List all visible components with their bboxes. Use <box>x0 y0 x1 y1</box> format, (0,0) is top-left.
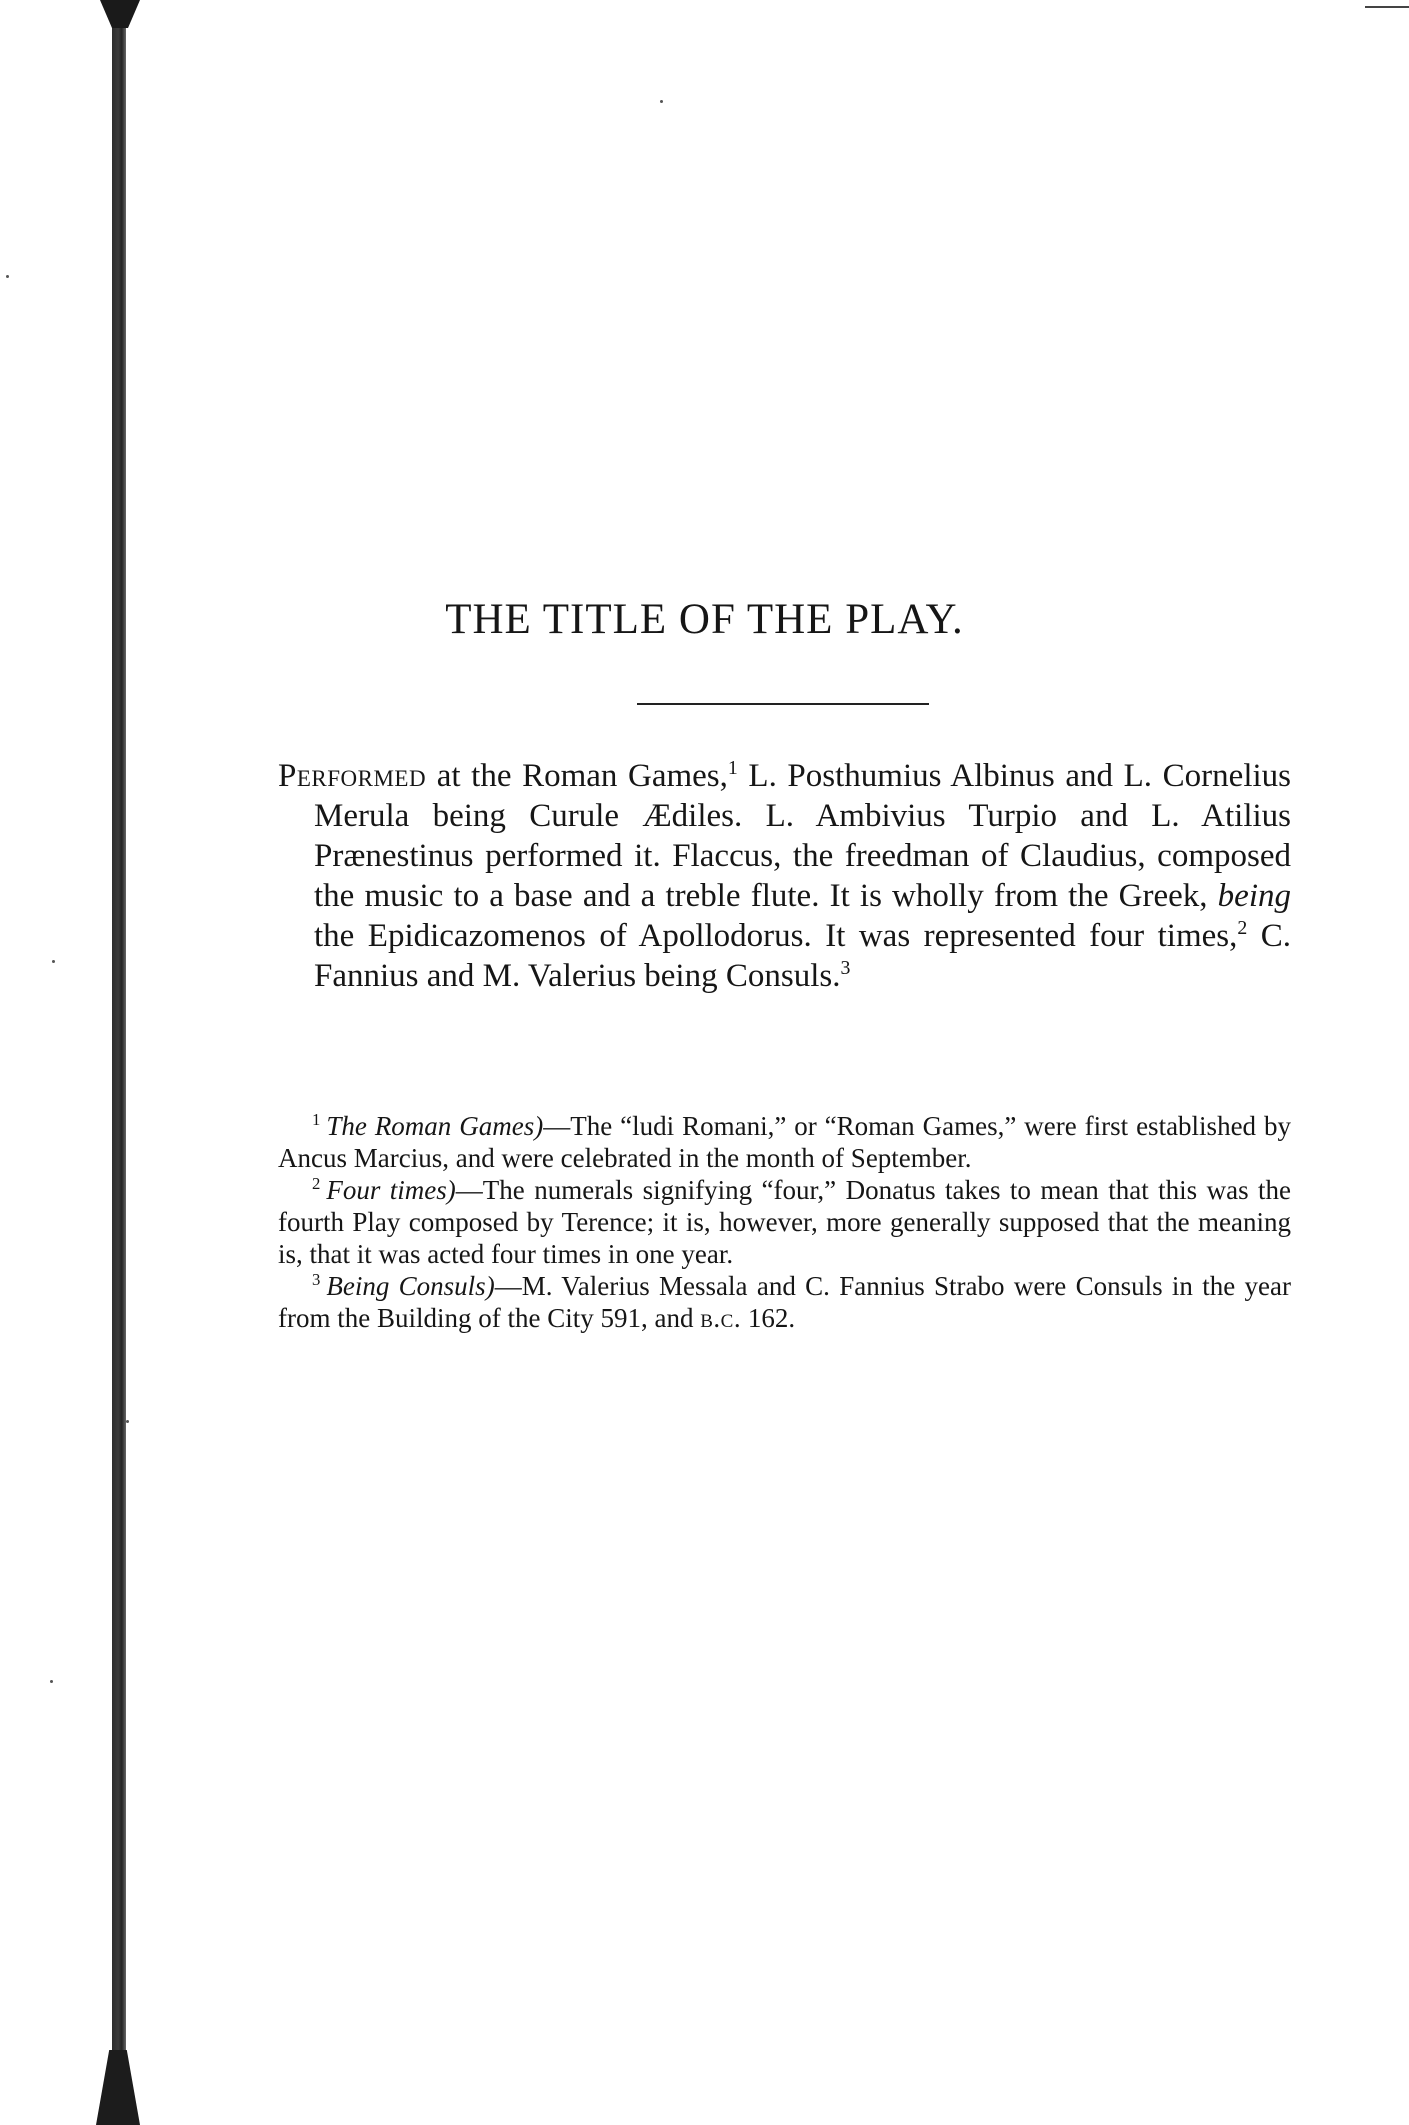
body-italic-word: being <box>1217 878 1291 914</box>
scan-speck <box>6 275 9 278</box>
page-title: THE TITLE OF THE PLAY. <box>445 596 964 643</box>
footnote-lemma: Being Consuls) <box>326 1271 495 1301</box>
title-rule <box>637 703 929 705</box>
footnote-lemma: Four times) <box>326 1175 456 1205</box>
footnote-number: 2 <box>312 1174 321 1193</box>
footnote-text: —The numerals signifying “four,” Donatus takes to mean that this was the fourth Play composed by Terence; it is, however, more generally supposed that the meaning is, that it was acted four times in one year. <box>278 1175 1292 1269</box>
scan-speck <box>660 100 663 103</box>
footnote-text: —The “ludi Romani,” or “Roman Games,” were first established by Ancus Marcius, and were celebrated in the month of September. <box>278 1111 1291 1173</box>
footnote-text: —M. Valerius Messala and C. Fannius Strabo were Consuls in the year from the Building of the City 591, and <box>278 1271 1291 1333</box>
lead-word: Performed <box>278 758 427 794</box>
footnote-2 <box>278 1174 1291 1270</box>
footnote-number: 1 <box>312 1110 321 1129</box>
footnote-tail: 162. <box>741 1303 796 1333</box>
scan-speck <box>126 1420 129 1423</box>
footnote-ref-2: 2 <box>1237 917 1248 939</box>
footnote-ref-1: 1 <box>727 757 738 779</box>
body-text-part-1: at the Roman Games, <box>426 758 728 794</box>
footnote-lemma: The Roman Games) <box>326 1111 544 1141</box>
footnote-1 <box>278 1110 1291 1174</box>
footnote-era: b.c. <box>700 1303 742 1333</box>
binding-edge-top <box>100 0 140 28</box>
footnote-number: 3 <box>312 1270 321 1289</box>
scan-speck <box>50 1680 53 1683</box>
body-text-part-2: L. Posthumius Albinus and L. Cornelius Merula being Curule Ædiles. L. Ambivius Turpio and L. Atilius Prænestinus performed it. Flaccus, the freedman of Claudius, composed the music to a base and a treble flute. It is wholly from the Greek, <box>314 758 1291 914</box>
body-paragraph <box>278 756 1291 996</box>
corner-mark <box>1365 6 1409 8</box>
binding-edge-bottom <box>96 2050 140 2125</box>
footnotes <box>278 1110 1291 1334</box>
scan-speck <box>52 960 55 963</box>
body-text-part-3: the Epidicazomenos of Apollodorus. It was represented four times, <box>314 918 1238 954</box>
body-text-part-4: C. Fannius and M. Valerius being Consuls. <box>314 918 1291 994</box>
binding-edge <box>112 0 126 2125</box>
body-paragraph-text <box>278 756 1291 996</box>
footnote-3 <box>278 1270 1291 1334</box>
footnote-ref-3: 3 <box>840 957 851 979</box>
